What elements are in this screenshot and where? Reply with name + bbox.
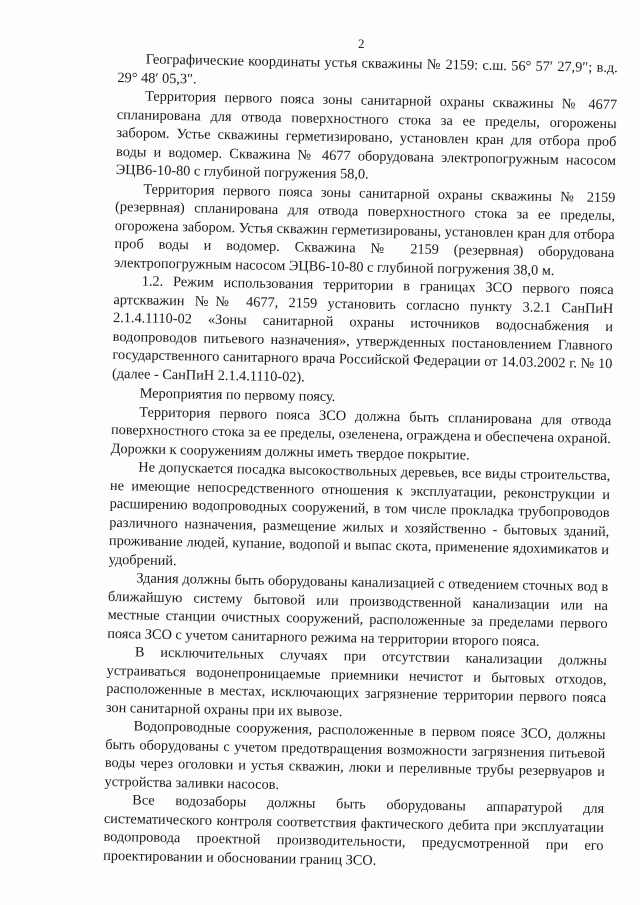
paragraph-territory-requirements: Территория первого пояса ЗСО должна быть спланирована для отвода поверхностного стока за ее пределы, озеленена, ограждена и обеспечена охраной. Дорожки к сооружениям должны иметь твердое покрытие. [110,403,612,464]
section-heading-first-belt: Мероприятия по первому поясу. [139,385,336,406]
paragraph-well-4677: Территория первого пояса зоны санитарной охраны скважины № 4677 спланирована для отвода поверхностного стока за ее пределы, огорожены забором. Устье скважины герметизировано, установлен кран для отбора проб воды и водомер. Скважина № 4677 оборудована электропогружным насосом ЭЦВ6-10-80 с глубиной погружения 58,0. [115,88,618,183]
paragraph-sewerage: Здания должны быть оборудованы канализацией с отведением сточных вод в ближайшую систему бытовой или производственной канализации или на местные станции очистных сооружений, расположенные за пределами первого пояса ЗСО с учетом санитарного режима на территории второго пояса. [107,570,609,650]
paragraph-water-intakes: Все водозаборы должны быть оборудованы аппаратурой для систематического контроля соответствия фактического дебита при эксплуатации водопровода проектной производительности, предусмотренной при его проектировании и обосновании границ ЗСО. [103,792,605,869]
paragraph-water-structures: Водопроводные сооружения, расположенные в первом поясе ЗСО, должны быть оборудованы с учетом предотвращения возможности загрязнения питьевой воды через оголовки и устья скважин, люки и переливные трубы резервуаров и устройства заливки насосов. [104,718,606,793]
paragraph-prohibitions: Не допускается посадка высокоствольных деревьев, все виды строительства, не имеющие непосредственного отношения к эксплуатации, реконструкции и расширению водопроводных сооружений, в том числе прокладка трубопроводов различного назначения, размещение жилых и хозяйственно - бытовых зданий, проживание людей, купание, водопой и выпас скота, применение ядохимикатов и удобрений. [108,459,611,569]
document-body [103,50,618,874]
paragraph-well-2159: Территория первого пояса зоны санитарной охраны скважины № 2159 (резервная) спланирована для отвода поверхностного стока за ее пределы, огорожена забором. Устья скважин герметизированы, установлен кран для отбора проб воды и водомер. Скважина № 2159 (резервная) оборудована электропогружным насосом ЭЦВ6-10-80 с глубиной погружения 38,0 м. [113,180,616,279]
paragraph-coordinates: Географические координаты устья скважины № 2159: с.ш. 56° 57′ 27,9″; в.д. 29° 48′ 05,3″. [117,51,618,87]
paragraph-usage-regime: 1.2. Режим использования территории в границах ЗСО первого пояса артскважин №№ 4677, 2159 установить согласно пункту 3.2.1 СанПиН 2.1.4.1110-02 «Зоны санитарной охраны источников водоснабжения и водопроводов питьевого назначения», утвержденных постановлением Главного государственного санитарного врача Российской Федерации от 14.03.2002 г. № 10 (далее - СанПиН 2.1.4.1110-02). [111,273,614,385]
paragraph-exceptional-cases: В исключительных случаях при отсутствии канализации должны устраиваться водонепроницаемые приемники нечистот и бытовых отходов, расположенные в местах, исключающих загрязнение территории первого пояса зон санитарной охраны при их вывозе. [105,644,608,720]
page-number: 2 [358,36,365,51]
